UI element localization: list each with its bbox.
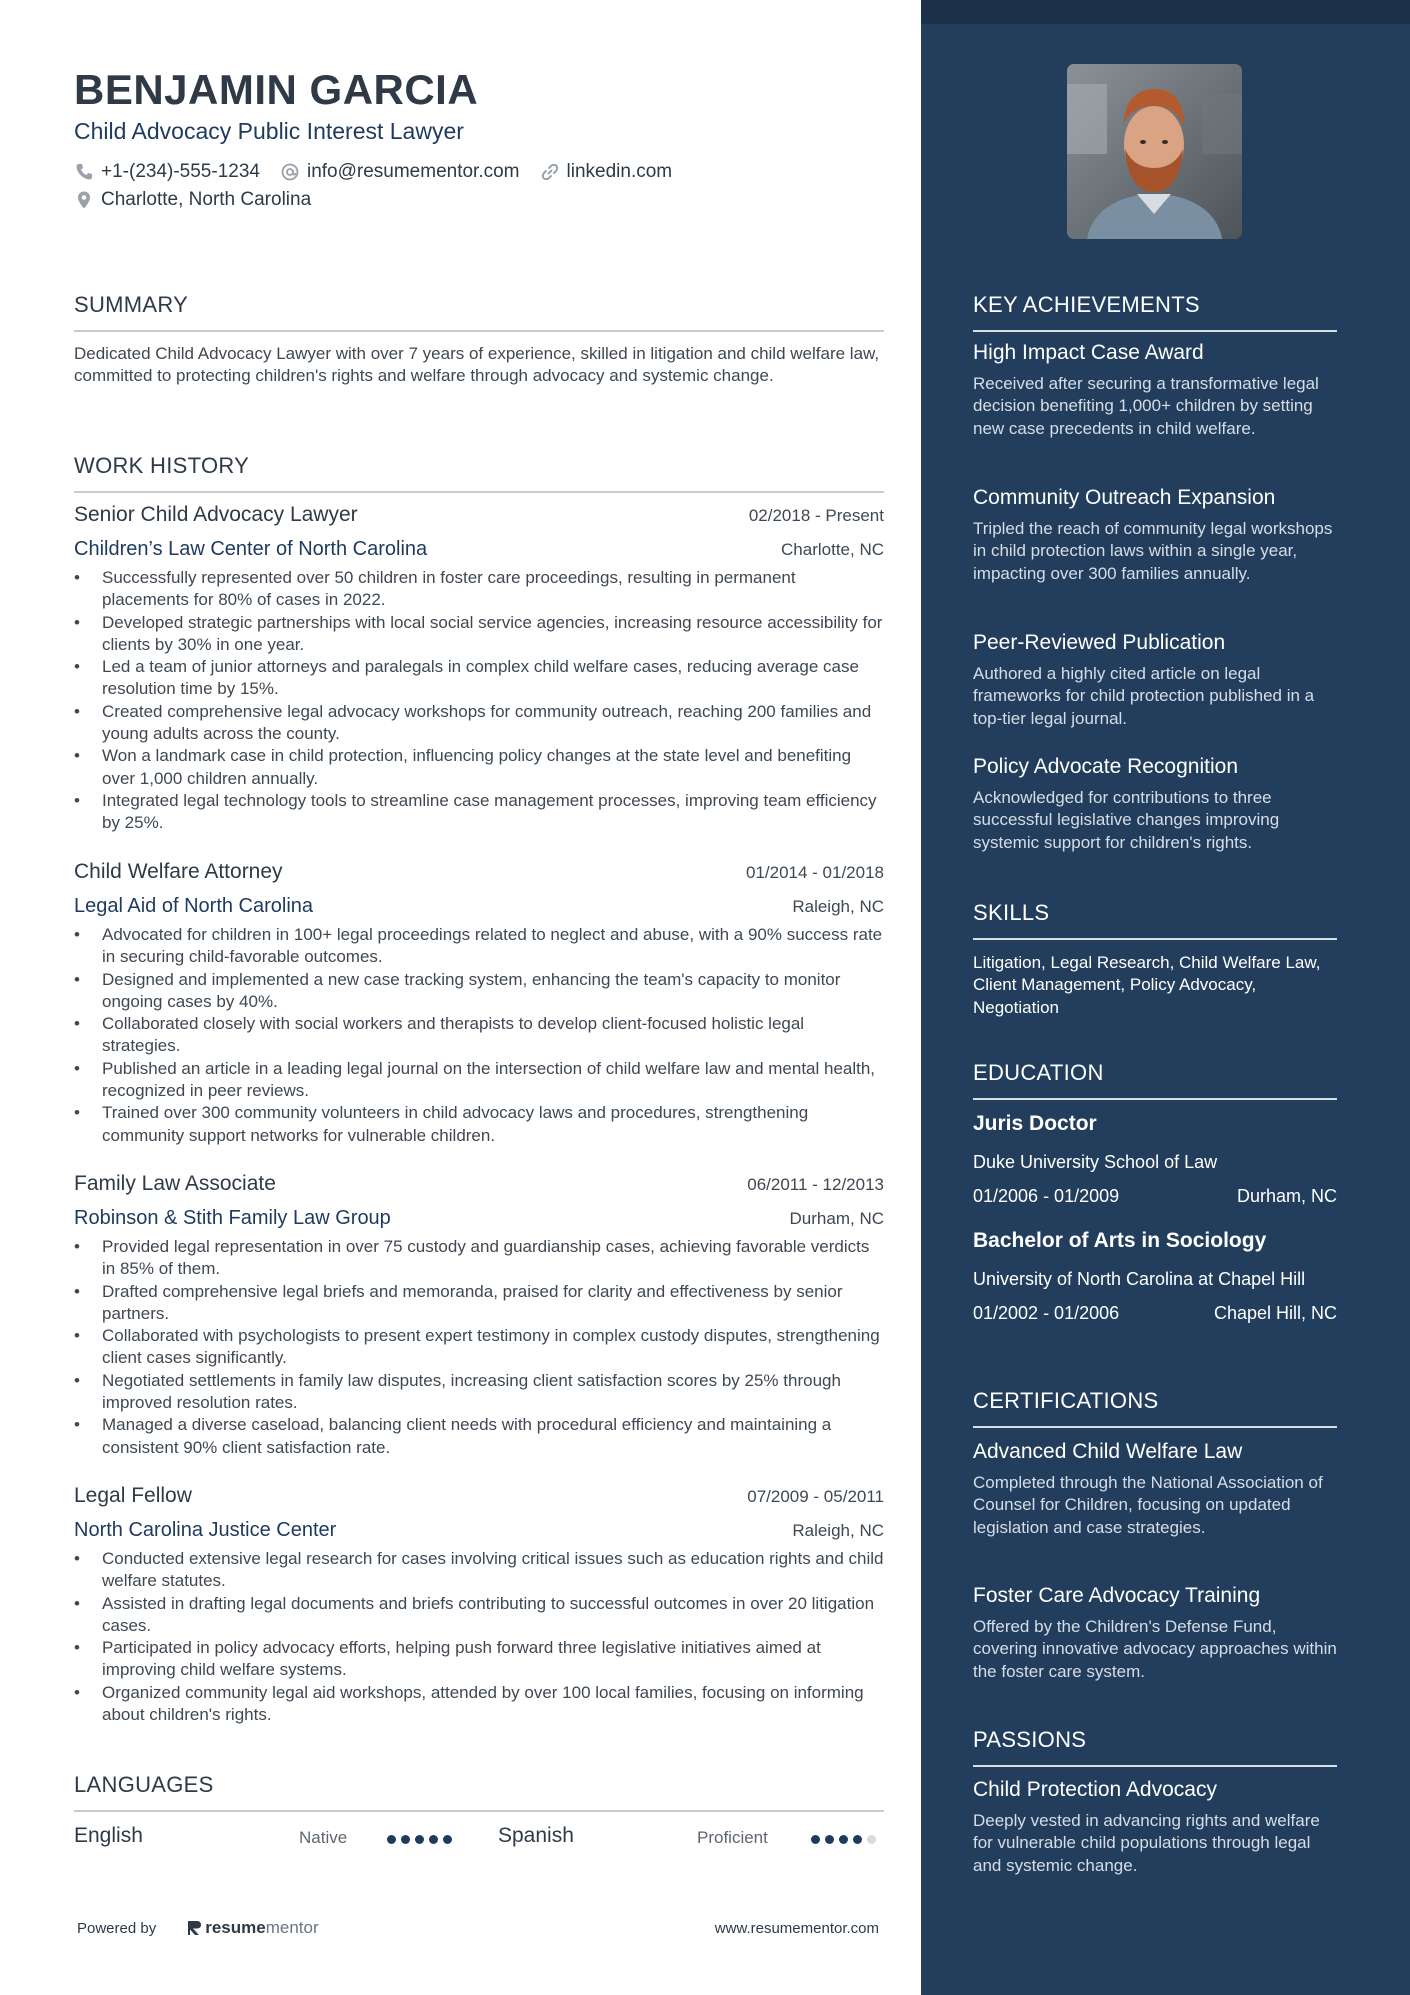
summary-text: Dedicated Child Advocacy Lawyer with over 7 years of experience, skilled in litigation and child welfare law, committed to protecting children's rights and welfare through advocacy and systemic change. (74, 344, 880, 385)
contact-phone-text: +1-(234)-555-1234 (101, 161, 260, 182)
achievements-heading: KEY ACHIEVEMENTS (973, 292, 1337, 332)
resumementor-logo[interactable] (186, 1918, 318, 1938)
job-entry-4 (74, 1484, 884, 1726)
certification-title: Foster Care Advocacy Training (973, 1584, 1261, 1607)
certification-item (973, 1440, 1337, 1539)
sidebar-top-band (921, 0, 1410, 24)
job-bullet: • Negotiated settlements in family law disputes, increasing client satisfaction scores by 25% through improved resolution rates. (74, 1370, 884, 1415)
brand-name-bold: resume (205, 1918, 266, 1937)
job-company: Legal Aid of North Carolina (74, 895, 314, 917)
job-bullets (74, 1548, 884, 1726)
contact-row (74, 161, 692, 183)
job-location: Durham, NC (789, 1209, 884, 1228)
work-history-heading: WORK HISTORY (74, 453, 884, 493)
achievement-item (973, 631, 1337, 730)
job-bullet: • Conducted extensive legal research for cases involving critical issues such as education rights and child welfare statutes. (74, 1548, 884, 1593)
job-bullet: • Organized community legal aid workshops, attended by over 100 local families, focusing on informing about children's rights. (74, 1682, 884, 1727)
job-bullet: • Assisted in drafting legal documents and briefs contributing to successful outcomes in over 20 litigation cases. (74, 1593, 884, 1638)
language-level: Proficient (697, 1828, 768, 1847)
education-heading: EDUCATION (973, 1060, 1337, 1100)
achievement-text: Received after securing a transformative legal decision benefiting 1,000+ children by setting new case precedents in child welfare. (973, 374, 1319, 438)
job-bullets (74, 1236, 884, 1459)
skills-list: Litigation, Legal Research, Child Welfare Law, Client Management, Policy Advocacy, Negotiation (973, 953, 1321, 1017)
language-rating (811, 1835, 881, 1844)
job-company: Children’s Law Center of North Carolina (74, 538, 428, 560)
job-location: Raleigh, NC (792, 1521, 884, 1540)
job-bullet: • Trained over 300 community volunteers in child advocacy laws and procedures, strengthening community support networks for vulnerable children. (74, 1102, 884, 1147)
languages-row (74, 1824, 884, 1854)
contact-email[interactable] (280, 161, 520, 183)
contact-linkedin[interactable] (540, 161, 673, 183)
rating-dot-filled (811, 1835, 820, 1844)
rating-dot-filled (401, 1835, 410, 1844)
achievement-title: Peer-Reviewed Publication (973, 631, 1226, 654)
job-bullet: • Created comprehensive legal advocacy workshops for community outreach, reaching 200 families and young adults across the county. (74, 701, 884, 746)
job-entry-3 (74, 1172, 884, 1459)
passion-text: Deeply vested in advancing rights and welfare for vulnerable child populations through legal and systemic change. (973, 1811, 1320, 1875)
job-bullet: • Drafted comprehensive legal briefs and memoranda, praised for clarity and effectiveness by senior partners. (74, 1281, 884, 1326)
job-bullet: • Collaborated closely with social workers and therapists to develop client-focused holistic legal strategies. (74, 1013, 884, 1058)
candidate-name: BENJAMIN GARCIA (74, 66, 479, 113)
profile-photo (1067, 64, 1242, 239)
rating-dot-filled (415, 1835, 424, 1844)
job-dates: 02/2018 - Present (748, 506, 884, 525)
education-item (973, 1229, 1337, 1324)
achievement-item (973, 341, 1337, 440)
certifications-heading: CERTIFICATIONS (973, 1388, 1337, 1428)
achievement-text: Acknowledged for contributions to three successful legislative changes improving systemic support for children's rights. (973, 788, 1280, 852)
achievement-title: High Impact Case Award (973, 341, 1204, 364)
job-bullet: • Developed strategic partnerships with local social service agencies, increasing resource accessibility for clients by 30% in one year. (74, 612, 884, 657)
contact-phone[interactable] (74, 161, 260, 183)
language-name: English (74, 1824, 143, 1847)
job-dates: 06/2011 - 12/2013 (747, 1175, 884, 1194)
job-bullet: • Successfully represented over 50 children in foster care proceedings, resulting in permanent placements for 80% of cases in 2022. (74, 567, 884, 612)
languages-heading: LANGUAGES (74, 1772, 884, 1812)
rating-dot-filled (839, 1835, 848, 1844)
certification-item (973, 1584, 1337, 1683)
education-degree: Bachelor of Arts in Sociology (973, 1229, 1267, 1252)
at-icon (280, 162, 300, 182)
job-dates: 01/2014 - 01/2018 (745, 863, 884, 882)
job-bullets (74, 924, 884, 1147)
job-bullet: • Managed a diverse caseload, balancing client needs with procedural efficiency and maintaining a consistent 90% client satisfaction rate. (74, 1414, 884, 1459)
language-rating (387, 1835, 457, 1844)
job-bullet: • Provided legal representation in over 75 custody and guardianship cases, achieving favorable verdicts in 85% of them. (74, 1236, 884, 1281)
job-bullet: • Won a landmark case in child protection, influencing policy changes at the state level and benefiting over 1,000 children annually. (74, 745, 884, 790)
education-dates: 01/2002 - 01/2006 (973, 1303, 1120, 1323)
education-dates: 01/2006 - 01/2009 (973, 1186, 1120, 1206)
footer-website[interactable]: www.resumementor.com (714, 1919, 879, 1937)
location-pin-icon (74, 190, 94, 210)
job-bullets (74, 567, 884, 835)
job-bullet: • Advocated for children in 100+ legal proceedings related to neglect and abuse, with a 90% success rate in securing child-favorable outcomes. (74, 924, 884, 969)
education-item (973, 1112, 1337, 1207)
achievement-item (973, 486, 1337, 585)
rating-dot-filled (853, 1835, 862, 1844)
education-location: Durham, NC (1236, 1186, 1337, 1206)
contact-email-text: info@resumementor.com (306, 161, 520, 182)
achievement-text: Authored a highly cited article on legal frameworks for child protection published in a top-tier legal journal. (973, 664, 1315, 728)
rating-dot-filled (387, 1835, 396, 1844)
job-location: Raleigh, NC (792, 897, 884, 916)
education-degree: Juris Doctor (973, 1112, 1097, 1135)
contact-linkedin-text: linkedin.com (566, 161, 673, 182)
job-bullet: • Collaborated with psychologists to present expert testimony in complex custody disputes, strengthening client cases significantly. (74, 1325, 884, 1370)
summary-heading: SUMMARY (74, 292, 884, 332)
job-title: Senior Child Advocacy Lawyer (74, 503, 358, 526)
rating-dot-filled (825, 1835, 834, 1844)
footer (77, 1918, 879, 1938)
job-bullet: • Participated in policy advocacy efforts, helping push forward three legislative initiatives aimed at improving child welfare systems. (74, 1637, 884, 1682)
achievement-text: Tripled the reach of community legal workshops in child protection laws within a single year, impacting over 300 families annually. (973, 519, 1333, 583)
certification-text: Completed through the National Association of Counsel for Children, focusing on updated legislation and case strategies. (973, 1473, 1323, 1537)
job-company: Robinson & Stith Family Law Group (74, 1207, 391, 1229)
rating-dot-filled (443, 1835, 452, 1844)
job-title: Family Law Associate (74, 1172, 276, 1195)
job-title: Child Welfare Attorney (74, 860, 283, 883)
powered-by (77, 1918, 319, 1938)
language-name: Spanish (498, 1824, 574, 1847)
contact-location-text: Charlotte, North Carolina (101, 189, 312, 210)
education-location: Chapel Hill, NC (1213, 1303, 1337, 1323)
job-company: North Carolina Justice Center (74, 1519, 337, 1541)
education-school: Duke University School of Law (973, 1152, 1218, 1172)
education-school: University of North Carolina at Chapel Hill (973, 1269, 1306, 1289)
skills-heading: SKILLS (973, 900, 1337, 940)
achievement-title: Community Outreach Expansion (973, 486, 1276, 509)
powered-by-label: Powered by (77, 1919, 157, 1937)
job-title: Legal Fellow (74, 1484, 192, 1507)
job-entry-2 (74, 860, 884, 1147)
brand-name-light: mentor (265, 1918, 319, 1937)
achievement-title: Policy Advocate Recognition (973, 755, 1238, 778)
phone-icon (74, 162, 94, 182)
job-bullet: • Published an article in a leading legal journal on the intersection of child welfare law and mental health, recognized in peer reviews. (74, 1058, 884, 1103)
rating-dot-filled (429, 1835, 438, 1844)
candidate-title: Child Advocacy Public Interest Lawyer (74, 118, 464, 144)
achievement-item (973, 755, 1337, 854)
brand-logo-icon (186, 1919, 202, 1937)
job-bullet: • Integrated legal technology tools to streamline case management processes, improving team efficiency by 25%. (74, 790, 884, 835)
contact-row-2 (74, 189, 331, 211)
passions-heading: PASSIONS (973, 1727, 1337, 1767)
profile-photo-illustration (1067, 64, 1242, 239)
language-level: Native (299, 1828, 348, 1847)
link-icon (540, 162, 560, 182)
job-entry-1 (74, 503, 884, 835)
passion-item (973, 1778, 1337, 1877)
rating-dot-empty (867, 1835, 876, 1844)
contact-location (74, 189, 311, 211)
passion-title: Child Protection Advocacy (973, 1778, 1217, 1801)
sidebar (921, 0, 1410, 1995)
job-bullet: • Designed and implemented a new case tracking system, enhancing the team's capacity to monitor ongoing cases by 40%. (74, 969, 884, 1014)
certification-text: Offered by the Children's Defense Fund, covering innovative advocacy approaches within the foster care system. (973, 1617, 1337, 1681)
job-bullet: • Led a team of junior attorneys and paralegals in complex child welfare cases, reducing average case resolution time by 15%. (74, 656, 884, 701)
job-dates: 07/2009 - 05/2011 (747, 1487, 884, 1506)
job-location: Charlotte, NC (781, 540, 884, 559)
certification-title: Advanced Child Welfare Law (973, 1440, 1243, 1463)
